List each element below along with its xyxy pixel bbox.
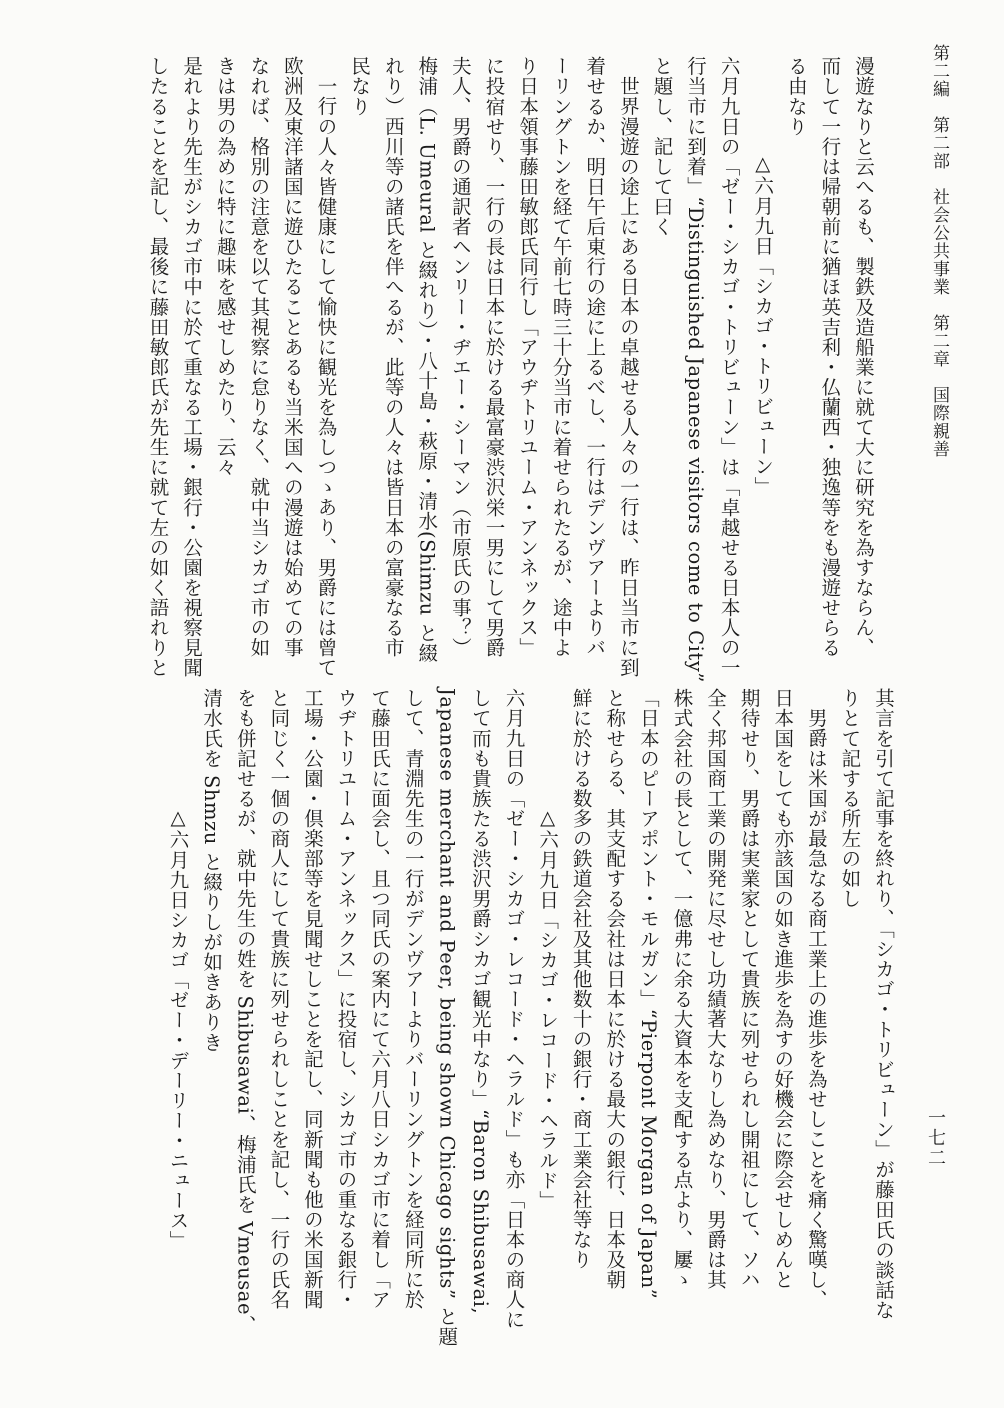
text-line: して、青淵先生の一行がデンヴアーよりバーリングトンを経同所に於 [401,688,425,1310]
text-line: りとて記する所左の如し [838,688,862,909]
text-line: Japanese merchant and Peer, being shown Chicago sights” と題 [435,688,459,1347]
text-block-bottom [100,688,900,1347]
quote-line: 夫人、男爵の通訳者ヘンリー・ヂエー・シーマン（市原氏の事？） [448,56,472,658]
text-line: と題し、記して曰く [650,56,674,237]
section-heading: △六月九日シカゴ「ゼー・デーリー・ニュース」 [166,806,190,1251]
text-line: 工場・公園・倶楽部等を見聞せしことを記し、同新聞も他の米国新聞 [300,688,324,1310]
page-number: 一七二 [925,1108,946,1168]
text-line: したることを記し、最後に藤田敏郎氏が先生に就て左の如く語れりと [146,56,170,678]
quote-line: 民なり [348,56,372,117]
text-line: ウヂトリユーム・アンネックス」に投宿し、シカゴ市の重なる銀行・ [334,688,358,1310]
text-line: 清水氏を Shmzu と綴りしが如きありき [200,688,224,1053]
quote-line: 「日本のピーアポント・モルガン」“Pierpont Morgan of Japan” [636,688,660,1300]
quote-line: 梅浦（L. Umeural と綴れり）・八十島・萩原・清水(Shimzu と綴 [415,56,439,663]
text-line: る由なり [784,56,808,137]
quote-line: きは男の為めに特に趣味を感せしめたり、云々 [213,56,237,478]
quote-line: 世界漫遊の途上にある日本の卓越せる人々の一行は、昨日当市に到 [616,76,640,678]
text-line: して而も貴族たる渋沢男爵シカゴ観光中なり」“Baron Shibusawai, [468,688,492,1315]
quote-line: 着せるか、明日午后東行の途に上るべし、一行はデンヴアーよりバ [583,56,607,658]
text-line: て藤田氏に面会し、且つ同氏の案内にて六月八日シカゴ市に着し「ア [368,688,392,1310]
quote-line: なれば、格別の注意を以て其視察に怠りなく、就中当シカゴ市の如 [247,56,271,658]
quote-line: に投宿せり、一行の長は日本に於ける最富豪渋沢栄一男にして男爵 [482,56,506,658]
section-heading: △六月九日「シカゴ・トリビューン」 [751,152,775,497]
text-line: 行当市に到着」“Distinguished Japanese visitors come to City” [684,56,708,683]
text-line: 是れより先生がシカゴ市中に於て重なる工場・銀行・公園を視察見聞 [180,56,204,678]
quote-line: り日本領事藤田敏郎氏同行し「アウヂトリユーム・アンネックス」 [516,56,540,658]
quote-line: 鮮に於ける数多の鉄道会社及其他数十の銀行・商工業会社等なり [569,688,593,1270]
text-line: 六月九日の「ゼー・シカゴ・レコード・ヘラルド」も亦「日本の商人に [502,688,526,1330]
text-line: 六月九日の「ゼー・シカゴ・トリビューン」は「卓越せる日本人の一 [717,56,741,678]
quote-line: と称せらる、其支配する会社は日本に於ける最大の銀行、日本及朝 [603,688,627,1290]
text-block-top [56,56,880,683]
running-header: 第二編 第二部 社会公共事業 第二章 国際親善 [929,44,949,458]
quote-line: 期待せり、男爵は実業家として貴族に列せられし開祖にして、ソハ [737,688,761,1290]
quote-line: ーリングトンを経て午前七時三十分当市に着せられたるが、途中よ [549,56,573,658]
text-line: と同じく一個の商人にして貴族に列せられしことを記し、一行の氏名 [267,688,291,1310]
quote-line: 株式会社の長として、一億弗に余る大資本を支配する点より、屢ゝ [670,688,694,1290]
quote-line: 全く邦国商工業の開発に尽せし功績著大なりし為めなり、男爵は其 [704,688,728,1290]
text-line: をも併記せるが、就中先生の姓を Shibusawai、梅浦氏を Vmeusae、 [233,688,257,1336]
quote-line: 欧洲及東洋諸国に遊ひたることあるも当米国への漫遊は始めての事 [280,56,304,658]
text-line: 其言を引て記事を終れり、「シカゴ・トリビューン」が藤田氏の談話な [872,688,895,1320]
text-line: 而して一行は帰朝前に猶ほ英吉利・仏蘭西・独逸等をも漫遊せらる [818,56,842,658]
quote-line: 一行の人々皆健康にして愉快に観光を為しつゝあり、男爵には曾て [314,76,338,678]
text-line: 漫遊なりと云へるも、製鉄及造船業に就て大に研究を為すならん、 [852,56,875,658]
quote-line: 男爵は米国が最急なる商工業上の進歩を為せしことを痛く驚嘆し、 [804,708,828,1310]
section-heading: △六月九日「シカゴ・レコード・ヘラルド」 [536,806,560,1211]
quote-line: れり）西川等の諸氏を伴へるが、此等の人々は皆日本の富豪なる市 [381,56,405,658]
quote-line: 日本国をしても亦該国の如き進歩を為すの好機会に際会せしめんと [771,688,795,1290]
